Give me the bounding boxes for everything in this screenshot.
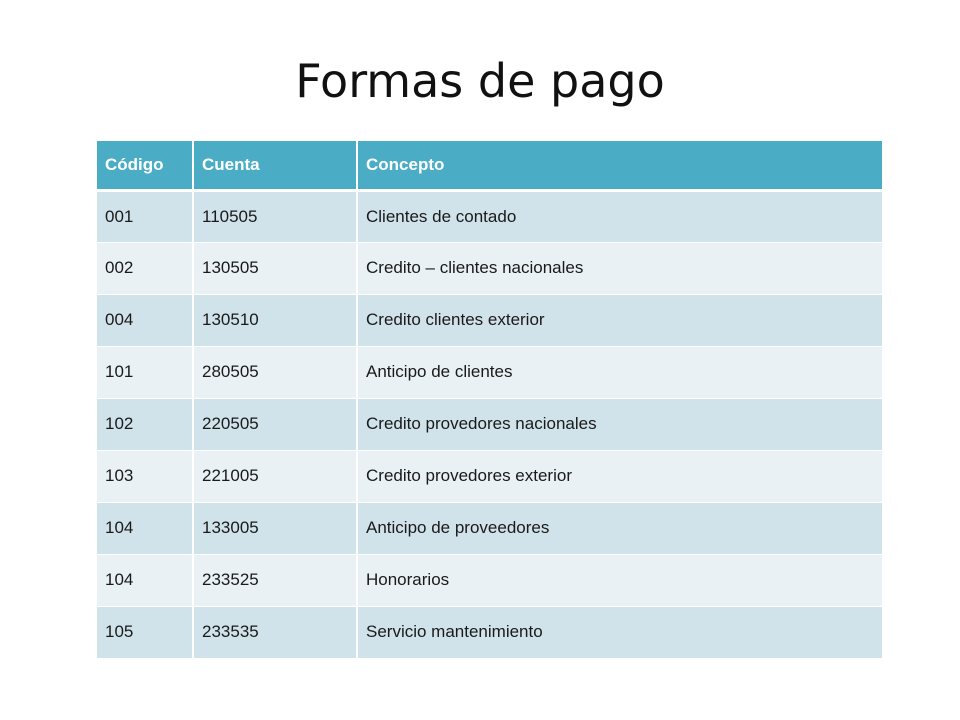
cell-cuenta: 220505 (193, 398, 357, 450)
cell-cuenta: 280505 (193, 346, 357, 398)
table-row (97, 606, 882, 658)
table-header (97, 141, 882, 190)
cell-concepto: Anticipo de clientes (357, 346, 882, 398)
cell-codigo: 004 (97, 294, 193, 346)
cell-codigo: 001 (97, 190, 193, 242)
cell-concepto: Anticipo de proveedores (357, 502, 882, 554)
table-row (97, 554, 882, 606)
cell-codigo: 103 (97, 450, 193, 502)
cell-cuenta: 110505 (193, 190, 357, 242)
header-codigo: Código (97, 141, 193, 190)
cell-codigo: 101 (97, 346, 193, 398)
cell-cuenta: 130510 (193, 294, 357, 346)
cell-concepto: Honorarios (357, 554, 882, 606)
cell-concepto: Servicio mantenimiento (357, 606, 882, 658)
payment-methods-table (97, 141, 882, 659)
cell-concepto: Credito provedores exterior (357, 450, 882, 502)
table-body (97, 190, 882, 658)
table-row (97, 242, 882, 294)
cell-concepto: Credito provedores nacionales (357, 398, 882, 450)
table-row (97, 346, 882, 398)
header-cuenta: Cuenta (193, 141, 357, 190)
cell-codigo: 105 (97, 606, 193, 658)
cell-cuenta: 130505 (193, 242, 357, 294)
table-row (97, 502, 882, 554)
page-title: Formas de pago (295, 54, 665, 108)
cell-cuenta: 133005 (193, 502, 357, 554)
payment-methods-table-container (97, 141, 882, 659)
table-row (97, 294, 882, 346)
cell-cuenta: 233525 (193, 554, 357, 606)
cell-codigo: 102 (97, 398, 193, 450)
cell-codigo: 002 (97, 242, 193, 294)
header-concepto: Concepto (357, 141, 882, 190)
cell-concepto: Clientes de contado (357, 190, 882, 242)
table-row (97, 450, 882, 502)
header-row (97, 141, 882, 190)
cell-cuenta: 221005 (193, 450, 357, 502)
table-row (97, 398, 882, 450)
table-row (97, 190, 882, 242)
cell-codigo: 104 (97, 554, 193, 606)
cell-concepto: Credito clientes exterior (357, 294, 882, 346)
cell-concepto: Credito – clientes nacionales (357, 242, 882, 294)
cell-cuenta: 233535 (193, 606, 357, 658)
cell-codigo: 104 (97, 502, 193, 554)
